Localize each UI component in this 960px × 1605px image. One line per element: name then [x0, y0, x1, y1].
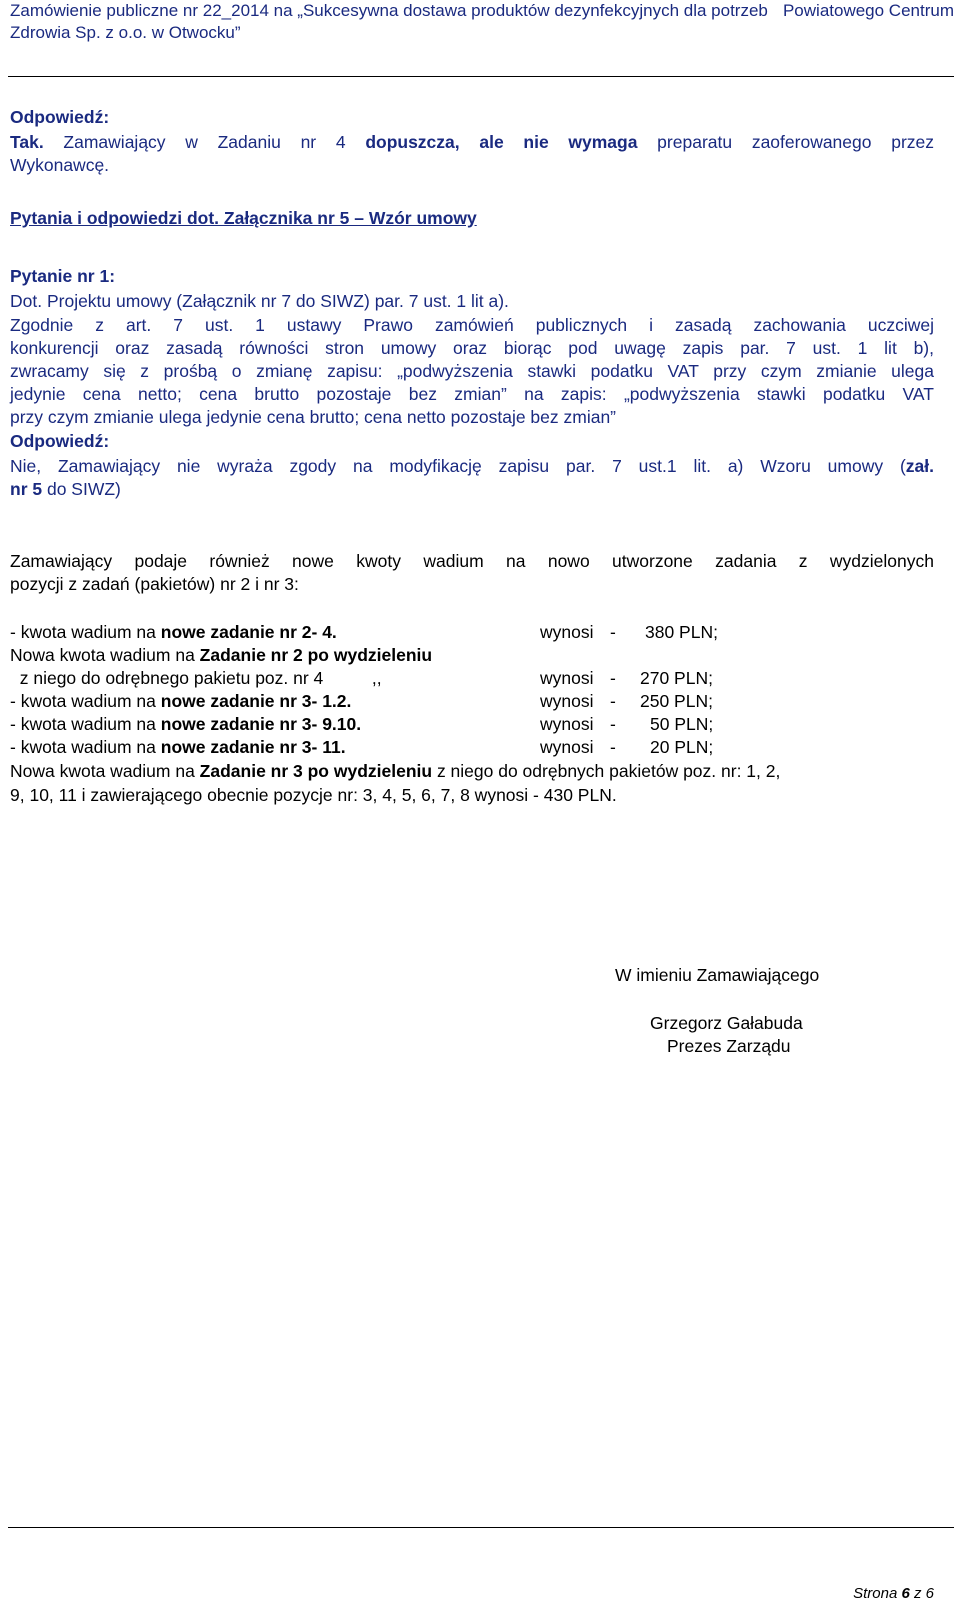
wadium-item: z niego do odrębnego pakietu poz. nr 4 ,, [10, 668, 382, 688]
wadium-item [10, 713, 361, 736]
wadium-wynosi: wynosi [540, 668, 594, 688]
question-line-1: Dot. Projektu umowy (Załącznik nr 7 do SIWZ) par. 7 ust. 1 lit a). [10, 291, 509, 311]
wadium-wynosi: wynosi [540, 691, 594, 711]
question-line-4: zwracamy się z prośbą o zmianę zapisu: „podwyższenia stawki podatku VAT przy czym zmianie ulega [10, 361, 934, 381]
wadium-wynosi: wynosi [540, 622, 594, 642]
answer-1-line-1 [10, 131, 934, 154]
wadium-amount: 250 PLN; [640, 691, 713, 711]
wadium-amount: 50 PLN; [650, 714, 714, 734]
wadium-item [10, 644, 432, 667]
header-line-1-left: Zamówienie publiczne nr 22_2014 na „Sukcesywna dostawa produktów dezynfekcyjnych dla potrzeb [10, 1, 768, 20]
wadium-row [10, 713, 770, 736]
answer-2-siwz: do SIWZ) [42, 479, 121, 499]
wadium-task: nowe zadanie nr 3- 11. [160, 737, 346, 757]
question-line-2: Zgodnie z art. 7 ust. 1 ustawy Prawo zamówień publicznych i zasadą zachowania uczciwej [10, 315, 934, 335]
header-line-1 [10, 0, 954, 22]
wadium-item [10, 690, 351, 713]
wadium-suffix: z niego do odrębnych pakietów poz. nr: 1, 2, [432, 761, 781, 781]
wadium-row [10, 736, 770, 759]
page-number-sep: z [909, 1585, 926, 1602]
wadium-prefix: - kwota wadium na [10, 737, 161, 757]
wadium-dash: - [610, 714, 616, 734]
wadium-prefix: - kwota wadium na [10, 714, 161, 734]
wadium-zadanie-3-line-1 [10, 760, 780, 783]
wadium-wynosi: wynosi [540, 714, 594, 734]
wadium-wynosi: wynosi [540, 737, 594, 757]
answer-2-line-1 [10, 455, 934, 478]
wadium-item [10, 736, 346, 759]
question-line-3: konkurencji oraz zasadą równości stron umowy oraz biorąc pod uwagę zapis par. 7 ust. 1 lit b), [10, 338, 934, 358]
page-total: 6 [925, 1585, 934, 1602]
answer-2-label: Odpowiedź: [10, 431, 110, 451]
wadium-amount: 380 PLN; [645, 622, 718, 642]
wadium-amount: 270 PLN; [640, 668, 713, 688]
question-line-5: jedynie cena netto; cena brutto pozostaje bez zmian” na zapis: „podwyższenia stawki podatku VAT [10, 384, 934, 404]
wadium-dash: - [610, 622, 616, 642]
header-divider [8, 76, 954, 77]
question-line-6: przy czym zmianie ulega jedynie cena brutto; cena netto pozostaje bez zmian” [10, 407, 617, 427]
signature-name: Grzegorz Gałabuda [650, 1013, 803, 1033]
section-title: Pytania i odpowiedzi dot. Załącznika nr 5 – Wzór umowy [10, 208, 477, 228]
answer-2-nr5: nr 5 [10, 479, 43, 499]
answer-2-line-2 [10, 478, 121, 501]
wadium-row [10, 690, 770, 713]
wadium-dash: - [610, 691, 616, 711]
answer-1-text-b: preparatu zaoferowanego przez [637, 132, 934, 152]
wadium-task: Zadanie nr 3 po wydzieleniu [199, 761, 433, 781]
header-line-1-right: Powiatowego Centrum [782, 1, 954, 20]
wadium-dash: - [610, 668, 616, 688]
answer-2-zal: zał. [905, 456, 934, 476]
signature-on-behalf: W imieniu Zamawiającego [615, 965, 820, 985]
answer-1-bold: dopuszcza, ale nie wymaga [365, 132, 638, 152]
footer-divider [8, 1527, 954, 1528]
wadium-task: Zadanie nr 2 po wydzieleniu [199, 645, 433, 665]
wadium-row [10, 667, 770, 690]
wadium-prefix: - kwota wadium na [10, 622, 161, 642]
page-number-prefix: Strona [853, 1585, 902, 1602]
intro-line-1: Zamawiający podaje również nowe kwoty wadium na nowo utworzone zadania z wydzielonych [10, 551, 934, 571]
wadium-row [10, 644, 770, 667]
question-label: Pytanie nr 1: [10, 266, 116, 286]
wadium-item [10, 621, 337, 644]
wadium-zadanie-3-line-2: 9, 10, 11 i zawierającego obecnie pozycje nr: 3, 4, 5, 6, 7, 8 wynosi - 430 PLN. [10, 785, 617, 805]
page-current: 6 [901, 1585, 910, 1602]
wadium-task: nowe zadanie nr 3- 9.10. [160, 714, 362, 734]
wadium-amount: 20 PLN; [650, 737, 714, 757]
intro-line-2: pozycji z zadań (pakietów) nr 2 i nr 3: [10, 574, 299, 594]
header-line-2: Zdrowia Sp. z o.o. w Otwocku” [10, 23, 241, 42]
wadium-task: nowe zadanie nr 3- 1.2. [160, 691, 352, 711]
wadium-prefix: - kwota wadium na [10, 691, 161, 711]
signature-title: Prezes Zarządu [667, 1036, 791, 1056]
answer-1-text-a: Zamawiający w Zadaniu nr 4 [43, 132, 366, 152]
page-header [10, 0, 954, 44]
wadium-task: nowe zadanie nr 2- 4. [160, 622, 337, 642]
answer-label: Odpowiedź: [10, 107, 110, 127]
wadium-prefix: Nowa kwota wadium na [10, 645, 200, 665]
wadium-dash: - [610, 737, 616, 757]
answer-2-text: Nie, Zamawiający nie wyraża zgody na modyfikację zapisu par. 7 ust.1 lit. a) Wzoru umowy ( [10, 456, 906, 476]
wadium-prefix: Nowa kwota wadium na [10, 761, 200, 781]
answer-1-tak: Tak. [10, 132, 44, 152]
wadium-row [10, 621, 770, 644]
answer-1-line-2: Wykonawcę. [10, 155, 110, 175]
